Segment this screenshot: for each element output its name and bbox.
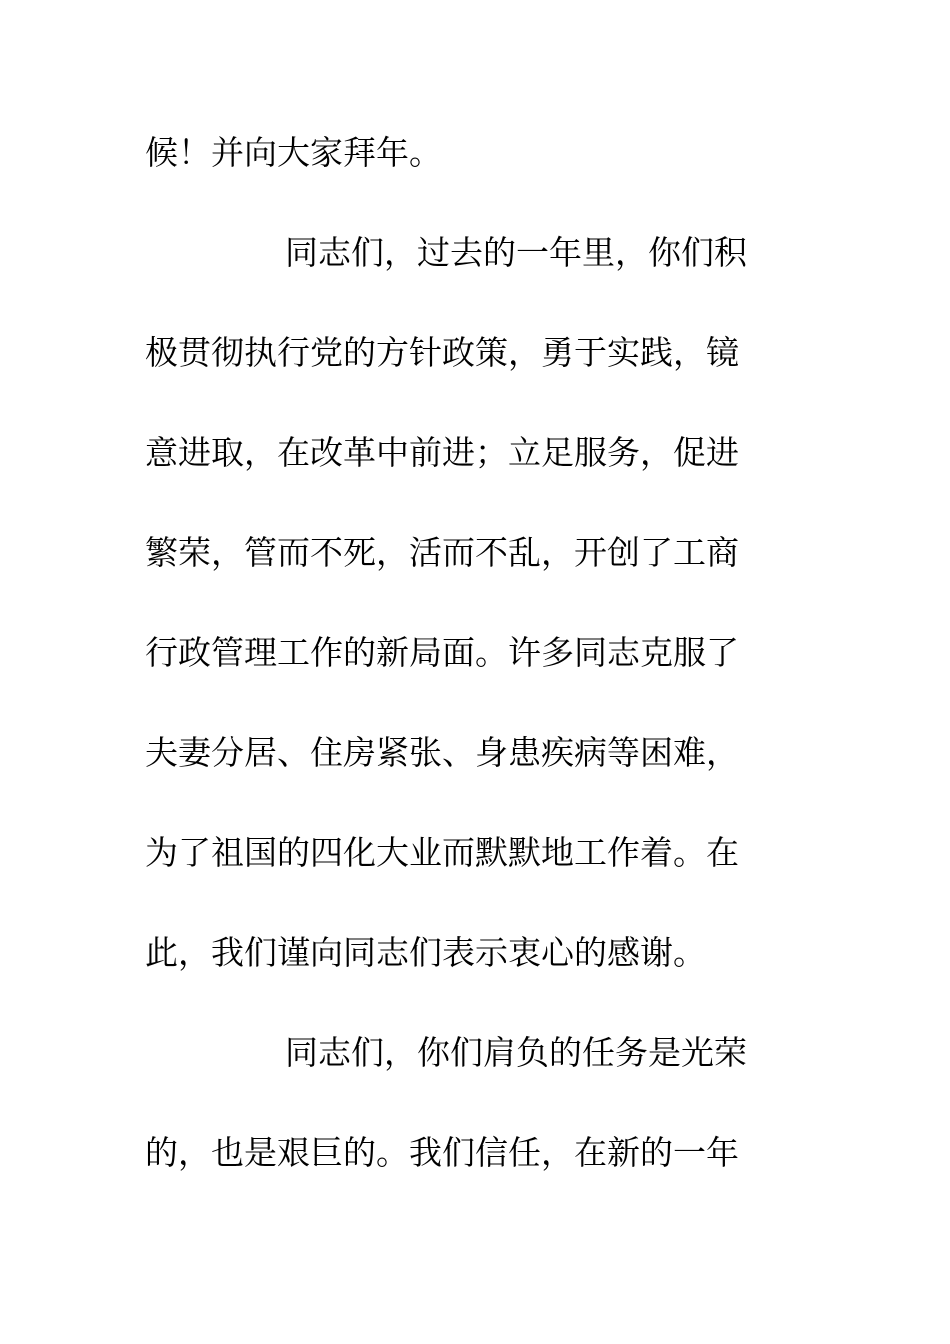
- text-line-1: 候！并向大家拜年。: [145, 133, 442, 172]
- text-line-11: 的，也是艰巨的。我们信任，在新的一年: [145, 1133, 739, 1172]
- text-line-6: 行政管理工作的新局面。许多同志克服了: [145, 633, 739, 672]
- text-line-2: 同志们，过去的一年里，你们积: [285, 233, 747, 272]
- text-line-7: 夫妻分居、住房紧张、身患疾病等困难，: [145, 733, 739, 772]
- text-line-3: 极贯彻执行党的方针政策，勇于实践，镜: [145, 333, 739, 372]
- text-line-10: 同志们，你们肩负的任务是光荣: [285, 1033, 747, 1072]
- text-line-5: 繁荣，管而不死，活而不乱，开创了工商: [145, 533, 739, 572]
- text-line-9: 此，我们谨向同志们表示衷心的感谢。: [145, 933, 706, 972]
- text-line-4: 意进取，在改革中前进；立足服务，促进: [145, 433, 739, 472]
- text-line-8: 为了祖国的四化大业而默默地工作着。在: [145, 833, 739, 872]
